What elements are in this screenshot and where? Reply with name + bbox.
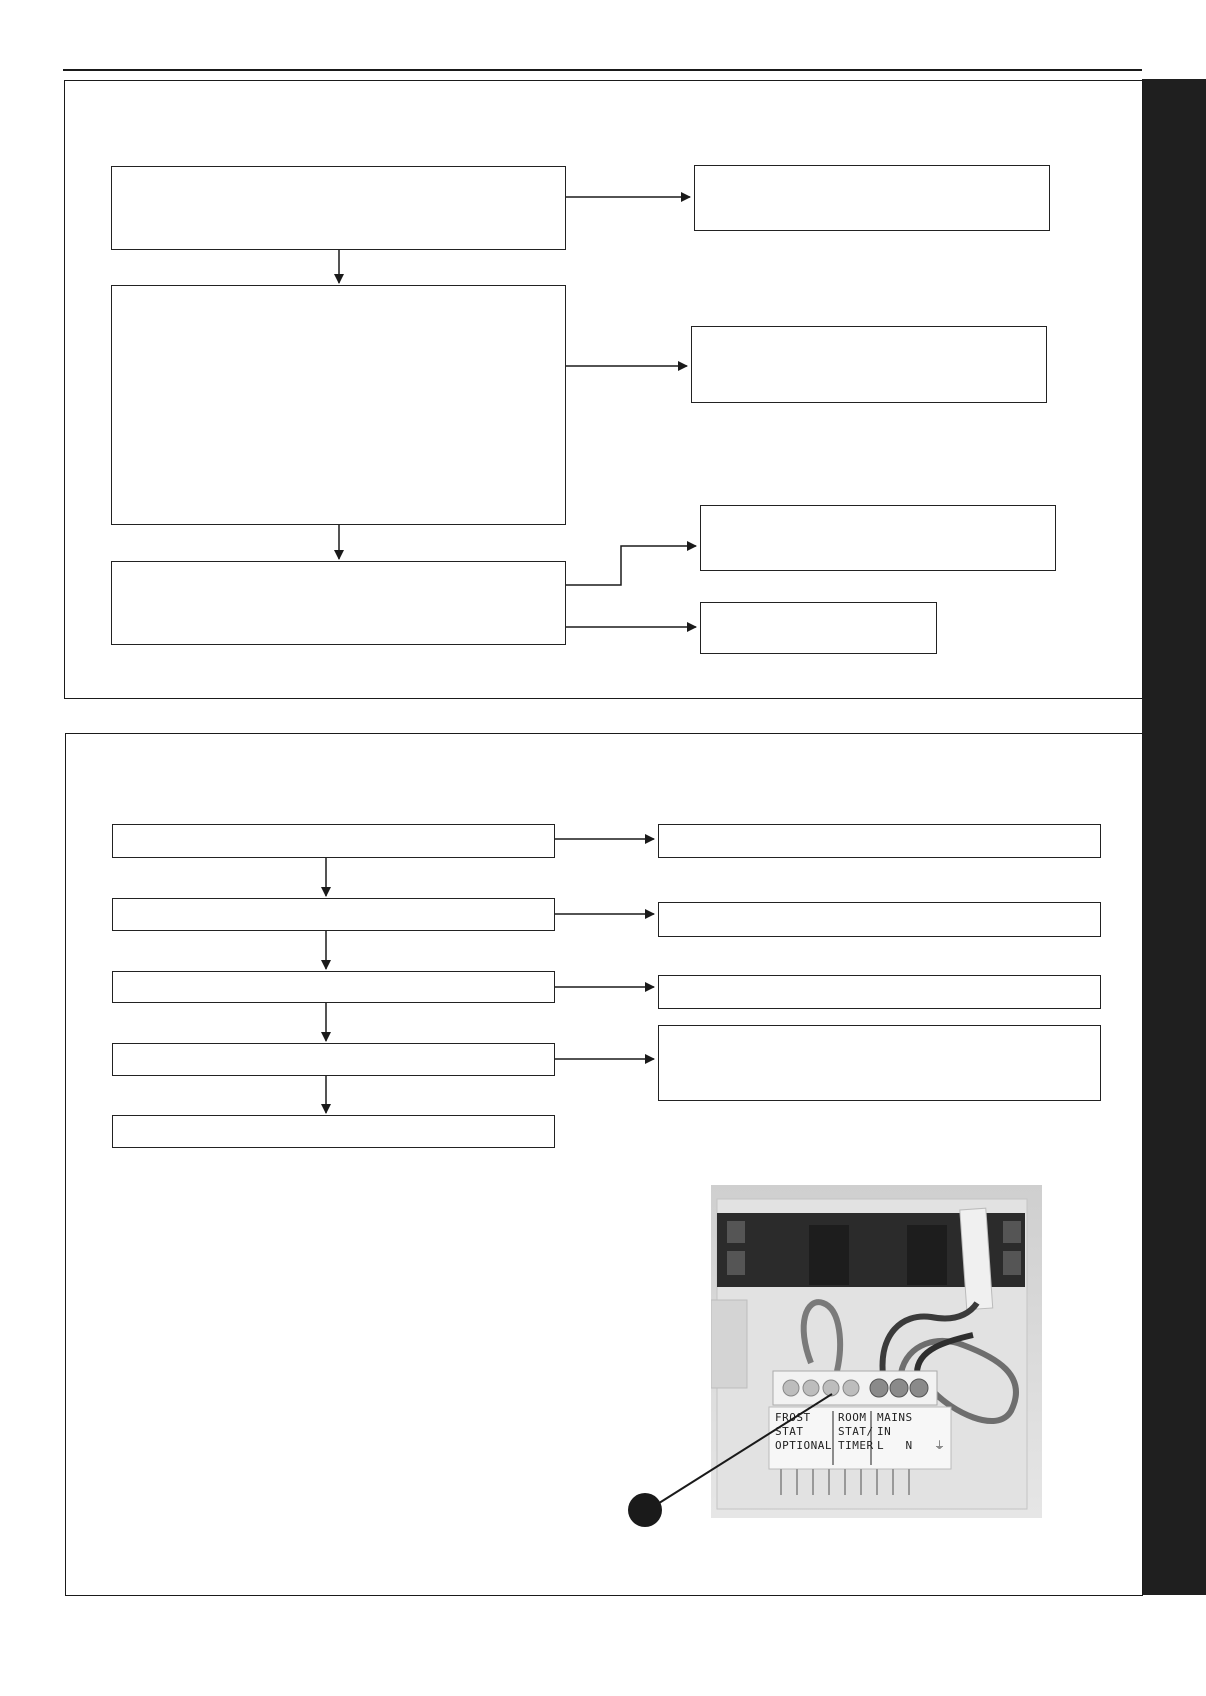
frost-stat-label: FROST STAT OPTIONAL [775, 1411, 832, 1452]
callout-leader-line [656, 1394, 832, 1505]
callout-marker [628, 1493, 662, 1527]
mains-in-label: MAINS IN L N ⏚ [877, 1411, 946, 1452]
room-stat-label: ROOM STAT/ TIMER [838, 1411, 874, 1452]
